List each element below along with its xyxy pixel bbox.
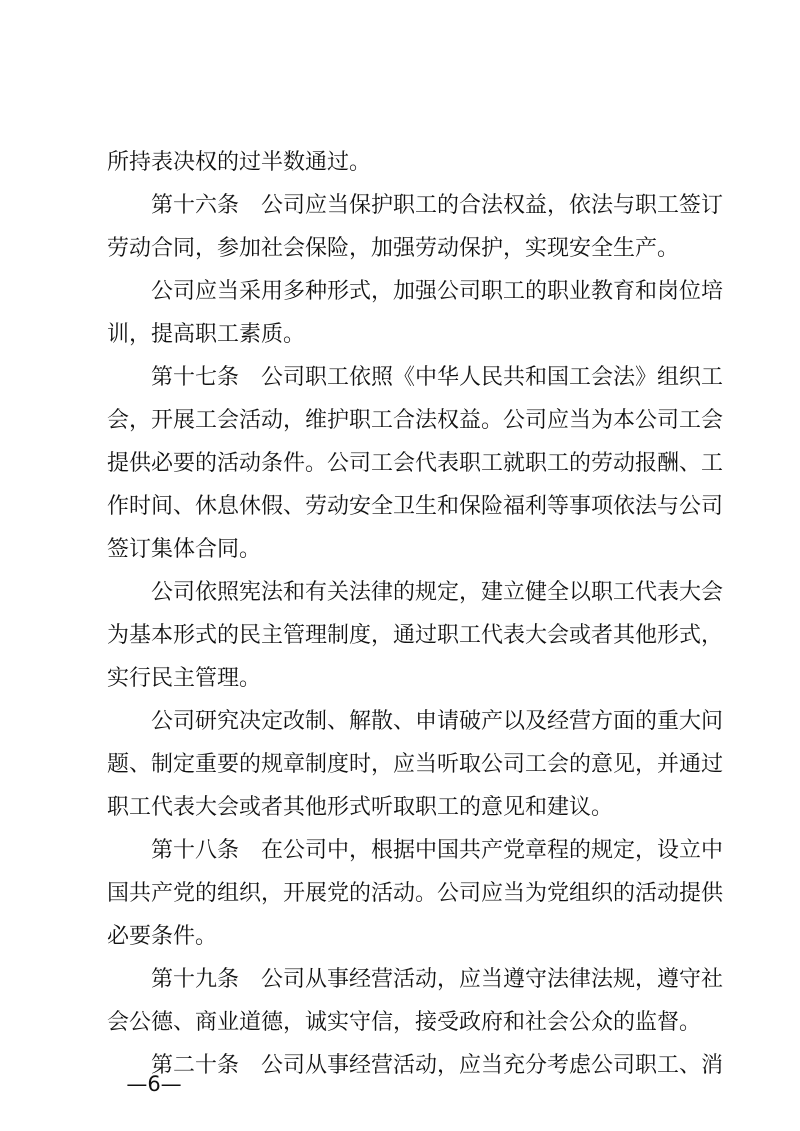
text-line [0, 184, 800, 228]
text-line [0, 571, 800, 615]
line-text: 训，提高职工素质。 [107, 322, 306, 347]
line-text: 公司应当采用多种形式，加强公司职工的职业教育和岗位培 [151, 279, 724, 304]
text-line [0, 614, 800, 658]
text-line [0, 227, 800, 271]
line-text: 会公德、商业道德，诚实守信，接受政府和社会公众的监督。 [107, 1010, 702, 1035]
text-line [0, 270, 800, 314]
text-line [0, 356, 800, 400]
text-line [0, 743, 800, 787]
text-line [0, 829, 800, 873]
line-text: 第十六条 公司应当保护职工的合法权益，依法与职工签订 [151, 193, 724, 218]
line-text: 劳动合同，参加社会保险，加强劳动保护，实现安全生产。 [107, 236, 680, 261]
line-text: 第十八条 在公司中，根据中国共产党章程的规定，设立中 [151, 838, 724, 863]
line-text: 题、制定重要的规章制度时，应当听取公司工会的意见，并通过 [107, 752, 724, 777]
text-line [0, 657, 800, 701]
text-line [0, 915, 800, 959]
line-text: 实行民主管理。 [107, 666, 262, 691]
text-line [0, 485, 800, 529]
line-text: 必要条件。 [107, 924, 218, 949]
line-text: 作时间、休息休假、劳动安全卫生和保险福利等事项依法与公司 [107, 494, 724, 519]
text-line [0, 700, 800, 744]
line-text: 第十七条 公司职工依照《中华人民共和国工会法》组织工 [151, 365, 724, 390]
text-line [0, 872, 800, 916]
text-line [0, 313, 800, 357]
text-line [0, 1001, 800, 1045]
line-text: 公司依照宪法和有关法律的规定，建立健全以职工代表大会 [151, 580, 724, 605]
line-text: 第二十条 公司从事经营活动，应当充分考虑公司职工、消 [151, 1053, 724, 1078]
text-line [0, 141, 800, 185]
text-line [0, 442, 800, 486]
line-text: 国共产党的组织，开展党的活动。公司应当为党组织的活动提供 [107, 881, 724, 906]
line-text: 第十九条 公司从事经营活动，应当遵守法律法规，遵守社 [151, 967, 724, 992]
line-text: 为基本形式的民主管理制度，通过职工代表大会或者其他形式， [107, 623, 724, 648]
line-text: 提供必要的活动条件。公司工会代表职工就职工的劳动报酬、工 [107, 451, 724, 476]
page-number: —6— [126, 1072, 182, 1096]
text-line [0, 399, 800, 443]
line-text: 职工代表大会或者其他形式听取职工的意见和建议。 [107, 795, 614, 820]
line-text: 所持表决权的过半数通过。 [107, 150, 372, 175]
text-line [0, 528, 800, 572]
text-line [0, 958, 800, 1002]
line-text: 签订集体合同。 [107, 537, 262, 562]
text-line [0, 786, 800, 830]
text-line [0, 1044, 800, 1088]
line-text: 会，开展工会活动，维护职工合法权益。公司应当为本公司工会 [107, 408, 724, 433]
line-text: 公司研究决定改制、解散、申请破产以及经营方面的重大问 [151, 709, 724, 734]
